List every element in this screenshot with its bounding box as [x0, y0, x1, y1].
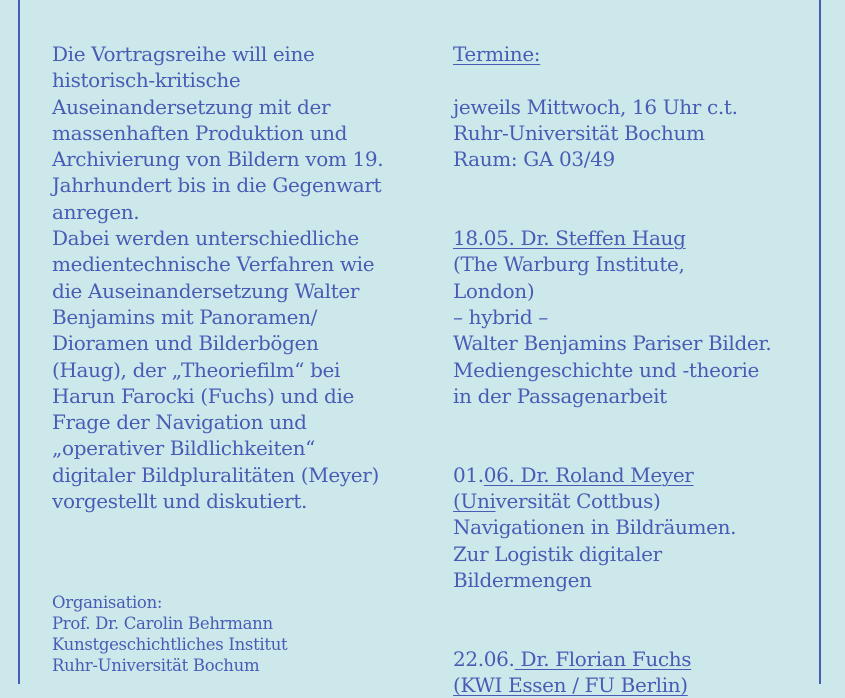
- intro-text: [52, 41, 412, 514]
- intro-line: Harun Farocki (Fuchs) und die: [52, 383, 355, 408]
- intro-line: die Auseinandersetzung Walter: [52, 278, 360, 303]
- organisation-line: Ruhr-Universität Bochum: [52, 656, 260, 675]
- intro-line: digitaler Bildpluralitäten (Meyer): [52, 462, 379, 487]
- intro-line: historisch-kritische: [52, 68, 241, 93]
- spacer: [453, 409, 813, 435]
- event1-line: – hybrid –: [453, 304, 548, 329]
- intro-line: anregen.: [52, 199, 140, 224]
- event1-line: Walter Benjamins Pariser Bilder.: [453, 331, 772, 356]
- intro-line: „operativer Bildlichkeiten“: [52, 436, 316, 461]
- intro-line: medientechnische Verfahren wie: [52, 252, 375, 277]
- event3-date-prefix: 22.06.: [453, 646, 515, 671]
- event3-affiliation: (KWI Essen / FU Berlin): [453, 673, 688, 698]
- event2-date-prefix: 01.: [453, 462, 484, 487]
- intro-line: Dioramen und Bilderbögen: [52, 331, 319, 356]
- schedule-info-line: Ruhr-Universität Bochum: [453, 120, 705, 145]
- intro-line: (Haug), der „Theoriefilm“ bei: [52, 357, 341, 382]
- event2-line: Navigationen in Bildräumen.: [453, 515, 737, 540]
- spacer: [453, 593, 813, 619]
- event2-affiliation-underlined: (Uni: [453, 489, 496, 514]
- spacer: [453, 199, 813, 225]
- event1-line: London): [453, 278, 535, 303]
- organisation-label: Organisation:: [52, 593, 163, 612]
- event2-line: Zur Logistik digitaler: [453, 541, 662, 566]
- intro-line: Jahrhundert bis in die Gegenwart: [52, 173, 382, 198]
- event1-line: in der Passagenarbeit: [453, 383, 667, 408]
- organisation-block: [52, 592, 412, 676]
- intro-line: Archivierung von Bildern vom 19.: [52, 147, 384, 172]
- organisation-line: Kunstgeschichtliches Institut: [52, 635, 288, 654]
- event1-line: (The Warburg Institute,: [453, 252, 685, 277]
- intro-line: Dabei werden unterschiedliche: [52, 226, 359, 251]
- frame-right-border: [819, 0, 821, 684]
- intro-line: Auseinandersetzung mit der: [52, 94, 331, 119]
- event2-line: Bildermengen: [453, 567, 592, 592]
- event2-affiliation-rest: versität Cottbus): [495, 489, 661, 514]
- intro-line: massenhaften Produktion und: [52, 120, 348, 145]
- intro-line: Die Vortragsreihe will eine: [52, 42, 315, 66]
- schedule-heading: Termine:: [453, 42, 541, 66]
- intro-line: Benjamins mit Panoramen/: [52, 304, 318, 329]
- spacer: [453, 435, 813, 461]
- event1-speaker: 18.05. Dr. Steffen Haug: [453, 226, 686, 251]
- schedule-info-line: jeweils Mittwoch, 16 Uhr c.t.: [453, 94, 738, 119]
- event1-line: Mediengeschichte und -theorie: [453, 357, 760, 382]
- organisation-line: Prof. Dr. Carolin Behrmann: [52, 614, 273, 633]
- spacer: [453, 67, 813, 93]
- intro-line: vorgestellt und diskutiert.: [52, 489, 308, 514]
- intro-line: Frage der Navigation und: [52, 410, 307, 435]
- frame-left-border: [18, 0, 20, 684]
- event3-speaker: Dr. Florian Fuchs: [514, 646, 692, 671]
- spacer: [453, 172, 813, 198]
- spacer: [453, 620, 813, 646]
- schedule-info-line: Raum: GA 03/49: [453, 147, 615, 172]
- event2-speaker: 06. Dr. Roland Meyer: [483, 462, 694, 487]
- schedule-column: [453, 41, 813, 698]
